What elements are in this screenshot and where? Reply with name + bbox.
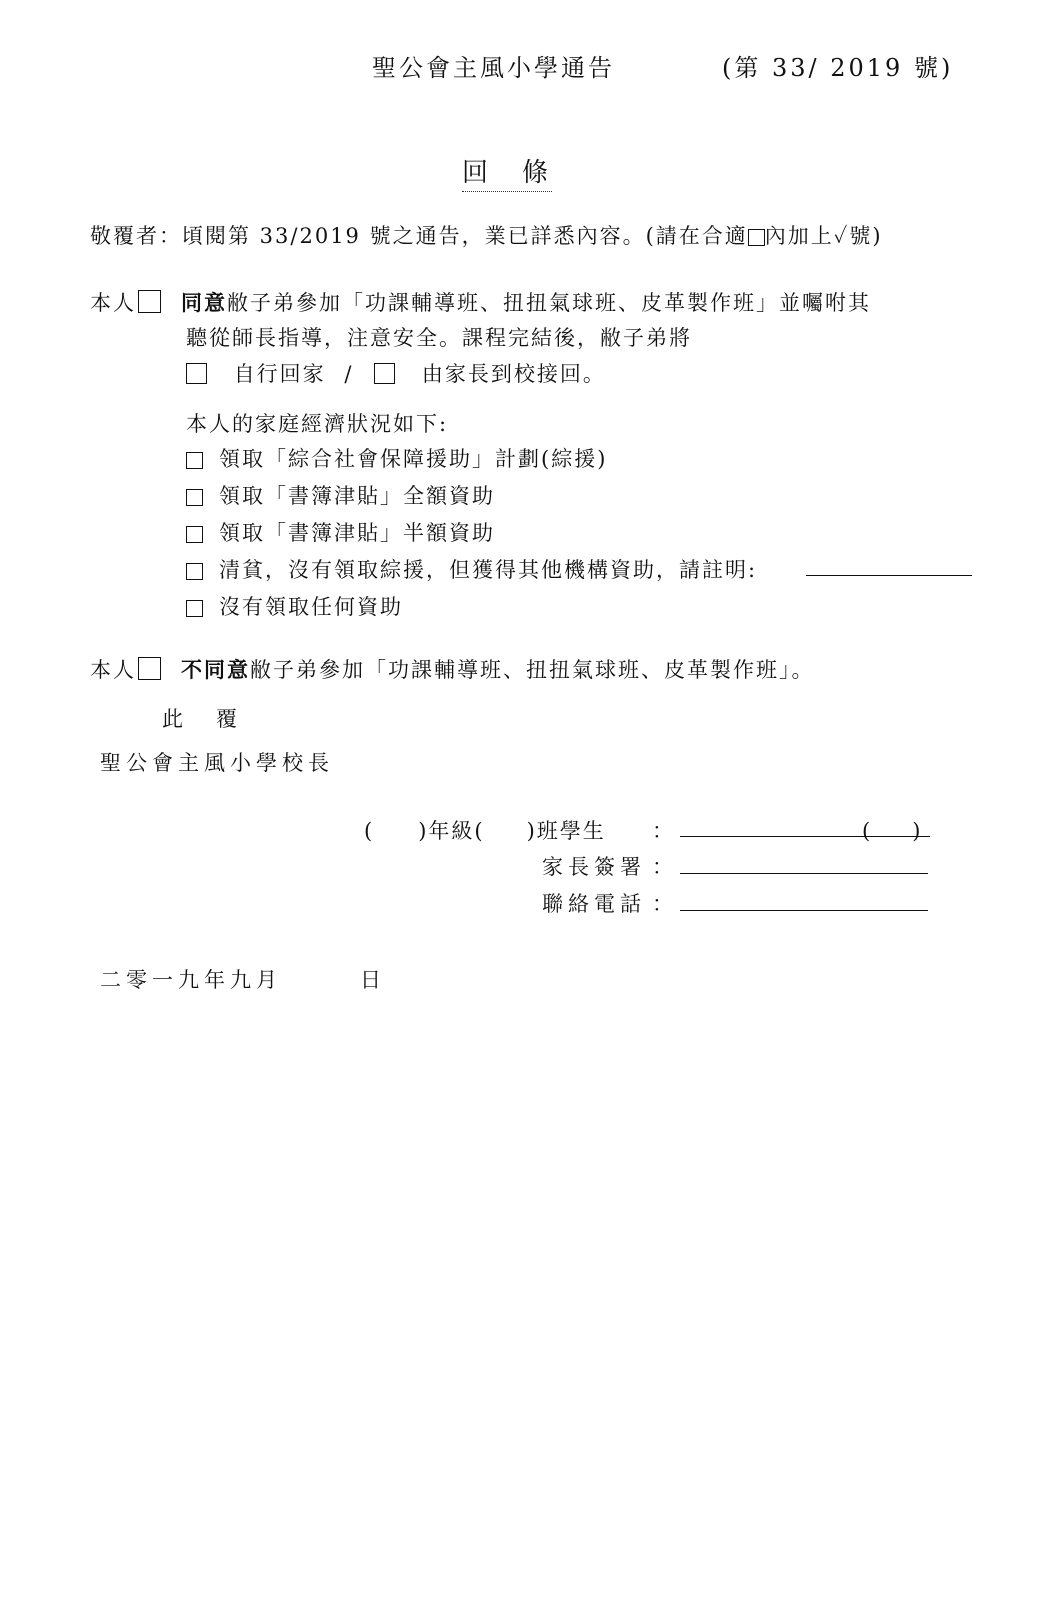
agree-checkbox[interactable]	[138, 290, 161, 313]
self-return-label: 自行回家	[233, 362, 326, 386]
parent-colon: ：	[652, 855, 675, 879]
finance-option-3	[186, 517, 495, 547]
option-separator: /	[344, 362, 354, 386]
finance-option-4	[186, 554, 757, 584]
disagree-text: 敝子弟參加「功課輔導班、扭扭氣球班、皮革製作班」。	[250, 658, 815, 682]
self-return-checkbox[interactable]	[186, 363, 207, 384]
disagree-prefix: 本人	[90, 658, 136, 682]
notice-header-school: 聖公會主風小學通告	[372, 54, 615, 82]
class-label: )班學生	[526, 819, 606, 843]
half-textbook-grant-checkbox[interactable]	[186, 526, 203, 543]
finance-option-1	[186, 443, 607, 473]
finance-option-2	[186, 480, 495, 510]
finance-option-label: 沒有領取任何資助	[219, 595, 403, 619]
student-colon: ：	[652, 819, 675, 843]
agree-line-1	[90, 287, 871, 317]
grade-label: )年級(	[418, 819, 485, 843]
parent-signature-label: 家長簽署	[542, 855, 646, 879]
intro-text: 敬覆者：頃閱第 33/2019 號之通告，業已詳悉內容。(請在合適	[90, 224, 748, 248]
parent-pickup-label: 由家長到校接回。	[421, 362, 606, 386]
agree-return-options	[186, 358, 606, 388]
ci-fu: 此 覆	[162, 707, 243, 731]
other-aid-checkbox[interactable]	[186, 563, 203, 580]
other-aid-specify-field[interactable]	[806, 575, 972, 576]
grade-class-line	[364, 815, 606, 845]
disagree-keyword: 不同意	[181, 657, 250, 682]
parent-signature-field[interactable]	[680, 873, 928, 874]
page-title-text: 回 條	[462, 152, 552, 192]
disagree-checkbox[interactable]	[138, 657, 161, 680]
full-textbook-grant-checkbox[interactable]	[186, 489, 203, 506]
finance-option-5	[186, 591, 403, 621]
agree-keyword: 同意	[181, 290, 227, 315]
phone-field[interactable]	[680, 910, 928, 911]
disagree-line	[90, 654, 815, 684]
intro-after: 內加上	[764, 224, 834, 248]
finance-option-label: 領取「書簿津貼」半額資助	[219, 521, 495, 545]
agree-text-1: 敝子弟參加「功課輔導班、扭扭氣球班、皮革製作班」並囑咐其	[227, 291, 871, 315]
phone-colon: ：	[652, 892, 675, 916]
finance-heading: 本人的家庭經濟狀況如下:	[186, 412, 449, 436]
finance-option-label: 清貧，沒有領取綜援，但獲得其他機構資助，請註明:	[219, 558, 758, 582]
finance-option-label: 領取「書簿津貼」全額資助	[219, 484, 495, 508]
phone-label: 聯絡電話	[542, 892, 646, 916]
date-day: 日	[360, 968, 383, 992]
finance-option-label: 領取「綜合社會保障援助」計劃(綜援)	[219, 447, 608, 471]
agree-prefix: 本人	[90, 291, 136, 315]
intro-end: 號)	[849, 224, 883, 248]
no-aid-checkbox[interactable]	[186, 600, 203, 617]
parent-pickup-checkbox[interactable]	[374, 363, 395, 384]
student-number-paren: ( )	[862, 819, 921, 843]
checkmark-icon: ✓	[833, 224, 850, 248]
example-checkbox-icon	[748, 229, 765, 246]
date-text: 二零一九年九月	[100, 968, 282, 992]
notice-number: (第 33/ 2019 號)	[722, 54, 954, 82]
intro-line	[90, 220, 883, 250]
principal-salutation: 聖公會主風小學校長	[100, 751, 334, 775]
cssa-checkbox[interactable]	[186, 452, 203, 469]
grade-open-paren: (	[364, 819, 375, 843]
page-title	[462, 152, 552, 192]
agree-line-2: 聽從師長指導，注意安全。課程完結後，敝子弟將	[186, 326, 692, 350]
